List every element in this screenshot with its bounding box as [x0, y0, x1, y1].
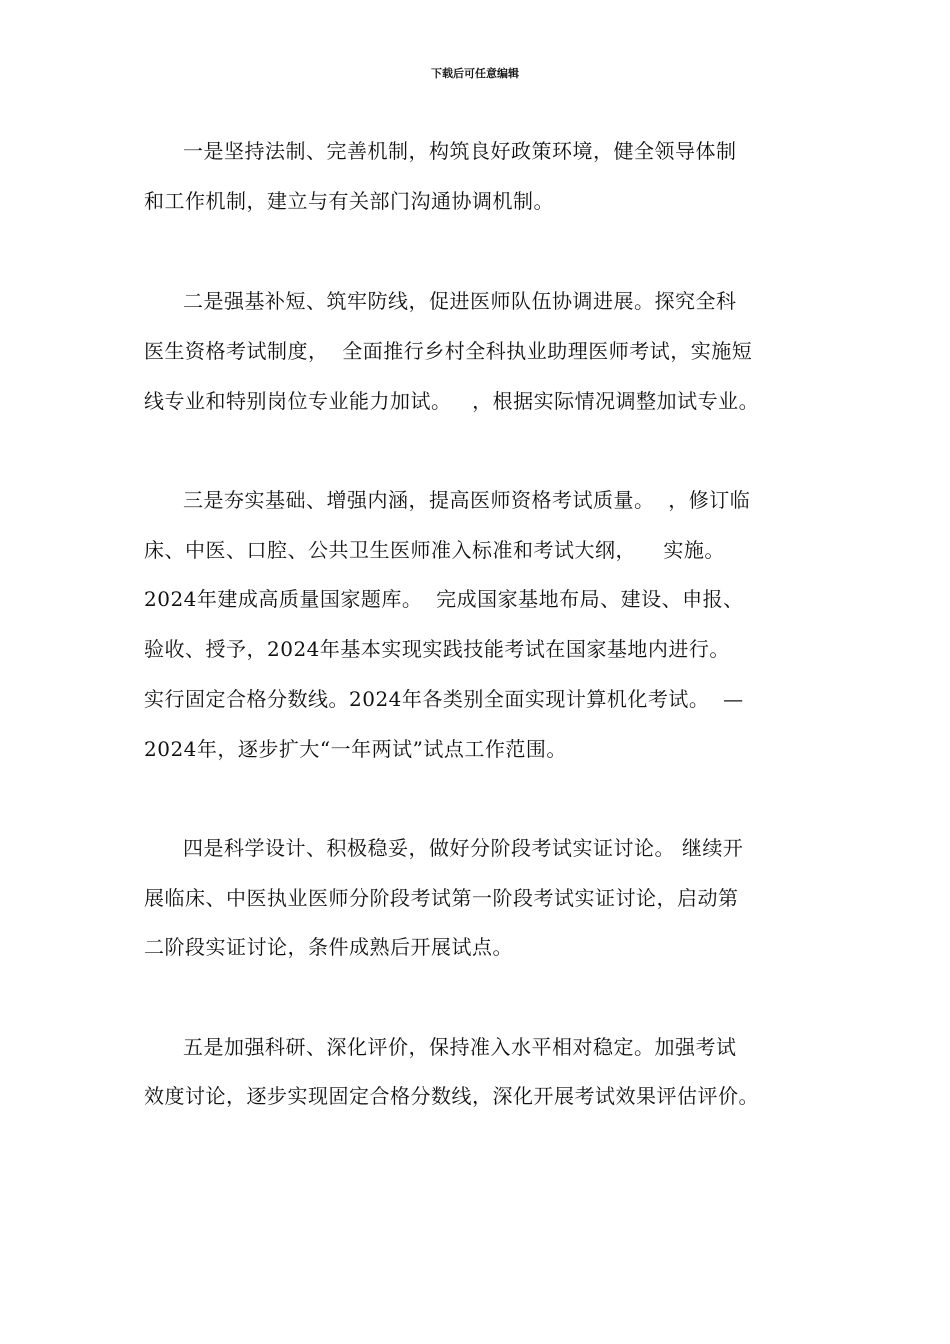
paragraph-line: 线专业和特别岗位专业能力加试。 ，根据实际情况调整加试专业。 — [144, 389, 760, 413]
paragraph-line: 效度讨论，逐步实现固定合格分数线，深化开展考试效果评估评价。 — [144, 1084, 759, 1108]
paragraph-line: 二阶段实证讨论，条件成熟后开展试点。 — [144, 935, 513, 959]
paragraph-line: 四是科学设计、积极稳妥，做好分阶段考试实证讨论。 继续开 — [183, 836, 744, 860]
paragraph-line: 展临床、中医执业医师分阶段考试第一阶段考试实证讨论，启动第 — [144, 886, 739, 910]
paragraph-line: 二是强基补短、筑牢防线，促进医师队伍协调进展。探究全科 — [183, 289, 737, 313]
paragraph-line: 一是坚持法制、完善机制，构筑良好政策环境，健全领导体制 — [183, 139, 737, 163]
paragraph-line: 三是夯实基础、增强内涵，提高医师资格考试质量。 ，修订临 — [183, 488, 751, 512]
paragraph-line: 和工作机制，建立与有关部门沟通协调机制。 — [144, 189, 554, 213]
paragraph-line: 床、中医、口腔、公共卫生医师准入标准和考试大纲， 实施。 — [144, 538, 725, 562]
paragraph-line: 2024年，逐步扩大“一年两试”试点工作范围。 — [144, 737, 567, 761]
paragraph-line: 2024年建成高质量国家题库。 完成国家基地布局、建设、申报、 — [144, 587, 744, 611]
paragraph-line: 医生资格考试制度， 全面推行乡村全科执业助理医师考试，实施短 — [144, 339, 753, 363]
paragraph-line: 五是加强科研、深化评价，保持准入水平相对稳定。加强考试 — [183, 1035, 737, 1059]
paragraph-line: 实行固定合格分数线。2024年各类别全面实现计算机化考试。 — — [144, 687, 744, 711]
paragraph-line: 验收、授予，2024年基本实现实践技能考试在国家基地内进行。 — [144, 637, 730, 661]
page-header: 下载后可任意编辑 — [431, 67, 519, 80]
